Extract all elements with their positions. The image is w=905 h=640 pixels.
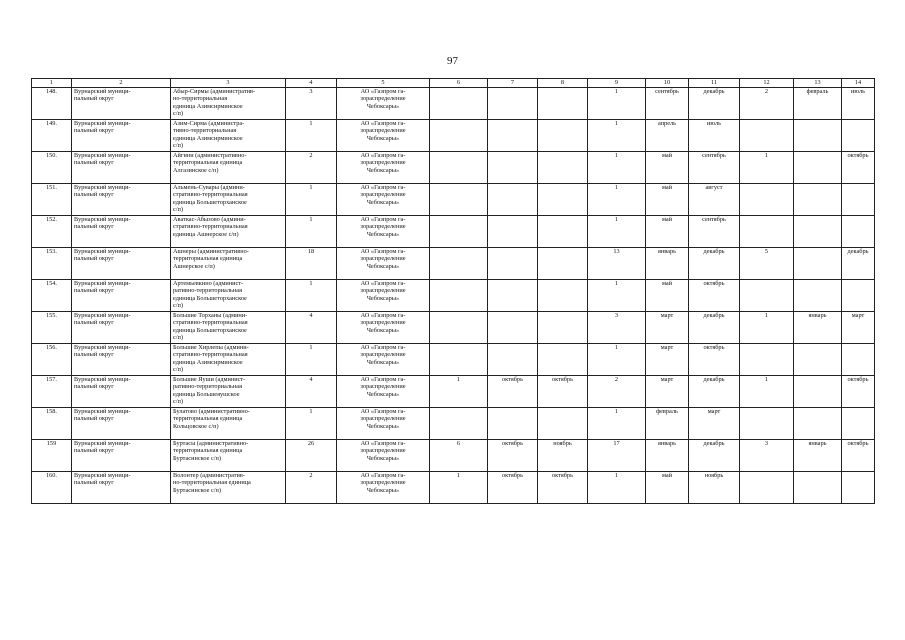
col7-cell xyxy=(488,344,538,376)
settlement-cell: Буртасы (административно- территориальная единица Буртасинское с/п) xyxy=(171,440,286,472)
table-row xyxy=(32,312,875,344)
organization-cell: АО «Газпром га- зораспределение Чебоксары» xyxy=(337,376,430,408)
table-row xyxy=(32,376,875,408)
col11-cell: июль xyxy=(689,120,740,152)
col10-cell: январь xyxy=(646,440,689,472)
col8-cell xyxy=(538,184,588,216)
table-row xyxy=(32,472,875,504)
col10-cell: май xyxy=(646,280,689,312)
settlement-cell: Аваткас-Абызово (админи- стративно-территориальная единица Ашнерское с/п) xyxy=(171,216,286,248)
col7-cell xyxy=(488,152,538,184)
settlement-cell: Абыр-Сирмы (административ- но-территориальная единица Азимсирминское с/п) xyxy=(171,88,286,120)
district-cell: Вурнарский муници- пальный округ xyxy=(72,408,171,440)
col7-cell: октябрь xyxy=(488,472,538,504)
col7-cell xyxy=(488,280,538,312)
row-number: 159 xyxy=(32,440,72,472)
settlement-cell: Волонтер (административ- но-территориальная единица Буртасинское с/п) xyxy=(171,472,286,504)
col12-cell: 5 xyxy=(740,248,794,280)
row-number: 157. xyxy=(32,376,72,408)
col9-cell: 1 xyxy=(588,472,646,504)
col13-cell xyxy=(794,216,842,248)
col8-cell xyxy=(538,120,588,152)
col12-cell: 2 xyxy=(740,88,794,120)
col10-cell: май xyxy=(646,152,689,184)
col7-cell xyxy=(488,120,538,152)
row-number: 151. xyxy=(32,184,72,216)
organization-cell: АО «Газпром га- зораспределение Чебоксары» xyxy=(337,152,430,184)
col8-cell xyxy=(538,344,588,376)
col7-cell: октябрь xyxy=(488,376,538,408)
column-header-6: 6 xyxy=(430,79,488,88)
column-header-13: 13 xyxy=(794,79,842,88)
col11-cell: декабрь xyxy=(689,376,740,408)
row-number: 155. xyxy=(32,312,72,344)
col12-cell: 1 xyxy=(740,312,794,344)
table-row xyxy=(32,184,875,216)
col14-cell: декабрь xyxy=(842,248,875,280)
column-header-1: 1 xyxy=(32,79,72,88)
organization-cell: АО «Газпром га- зораспределение Чебоксары» xyxy=(337,184,430,216)
row-number: 150. xyxy=(32,152,72,184)
settlement-cell: Азим-Сирма (администра- тивно-территориальная единица Азимсирминское с/п) xyxy=(171,120,286,152)
col6-cell xyxy=(430,88,488,120)
column-header-11: 11 xyxy=(689,79,740,88)
col12-cell xyxy=(740,408,794,440)
col11-cell: декабрь xyxy=(689,440,740,472)
col8-cell: октябрь xyxy=(538,376,588,408)
district-cell: Вурнарский муници- пальный округ xyxy=(72,152,171,184)
col12-cell: 3 xyxy=(740,440,794,472)
col7-cell xyxy=(488,312,538,344)
col13-cell xyxy=(794,472,842,504)
column-header-14: 14 xyxy=(842,79,875,88)
page-number: 97 xyxy=(447,55,458,67)
organization-cell: АО «Газпром га- зораспределение Чебоксары» xyxy=(337,440,430,472)
column-header-7: 7 xyxy=(488,79,538,88)
table-row xyxy=(32,152,875,184)
organization-cell: АО «Газпром га- зораспределение Чебоксары» xyxy=(337,280,430,312)
column-header-2: 2 xyxy=(72,79,171,88)
table-row xyxy=(32,216,875,248)
district-cell: Вурнарский муници- пальный округ xyxy=(72,472,171,504)
col9-cell: 3 xyxy=(588,312,646,344)
col9-cell: 17 xyxy=(588,440,646,472)
table-row xyxy=(32,88,875,120)
district-cell: Вурнарский муници- пальный округ xyxy=(72,216,171,248)
total-count-cell: 1 xyxy=(286,280,337,312)
col10-cell: май xyxy=(646,216,689,248)
col11-cell: август xyxy=(689,184,740,216)
col11-cell: ноябрь xyxy=(689,472,740,504)
total-count-cell: 1 xyxy=(286,216,337,248)
col8-cell xyxy=(538,408,588,440)
settlement-cell: Ашнеры (административно- территориальная единица Ашнерское с/п) xyxy=(171,248,286,280)
column-header-5: 5 xyxy=(337,79,430,88)
col9-cell: 2 xyxy=(588,376,646,408)
col9-cell: 1 xyxy=(588,408,646,440)
district-cell: Вурнарский муници- пальный округ xyxy=(72,280,171,312)
col9-cell: 1 xyxy=(588,216,646,248)
total-count-cell: 1 xyxy=(286,344,337,376)
table-row xyxy=(32,440,875,472)
col13-cell xyxy=(794,120,842,152)
col14-cell: октябрь xyxy=(842,152,875,184)
settlement-cell: Большие Хирлепы (админи- стративно-территориальная единица Азимсирминское с/п) xyxy=(171,344,286,376)
col6-cell: 6 xyxy=(430,440,488,472)
col12-cell xyxy=(740,344,794,376)
col14-cell: июль xyxy=(842,88,875,120)
col12-cell: 1 xyxy=(740,376,794,408)
col6-cell xyxy=(430,184,488,216)
table-row xyxy=(32,344,875,376)
col7-cell xyxy=(488,88,538,120)
col8-cell xyxy=(538,280,588,312)
col7-cell xyxy=(488,184,538,216)
col6-cell xyxy=(430,408,488,440)
column-header-4: 4 xyxy=(286,79,337,88)
total-count-cell: 4 xyxy=(286,312,337,344)
col10-cell: март xyxy=(646,376,689,408)
district-cell: Вурнарский муници- пальный округ xyxy=(72,88,171,120)
col10-cell: март xyxy=(646,312,689,344)
organization-cell: АО «Газпром га- зораспределение Чебоксары» xyxy=(337,120,430,152)
col8-cell xyxy=(538,152,588,184)
col13-cell xyxy=(794,344,842,376)
col14-cell xyxy=(842,344,875,376)
col12-cell: 1 xyxy=(740,152,794,184)
col6-cell xyxy=(430,152,488,184)
settlement-cell: Булатово (административно- территориальная единица Кольцовское с/п) xyxy=(171,408,286,440)
col6-cell: 1 xyxy=(430,376,488,408)
col12-cell xyxy=(740,280,794,312)
column-header-12: 12 xyxy=(740,79,794,88)
col6-cell: 1 xyxy=(430,472,488,504)
col13-cell: январь xyxy=(794,312,842,344)
col6-cell xyxy=(430,344,488,376)
settlement-cell: Альмень-Сувары (админи- стративно-территориальная единица Большеторханское с/п) xyxy=(171,184,286,216)
col7-cell xyxy=(488,216,538,248)
col6-cell xyxy=(430,248,488,280)
col14-cell: октябрь xyxy=(842,440,875,472)
col13-cell xyxy=(794,280,842,312)
district-cell: Вурнарский муници- пальный округ xyxy=(72,184,171,216)
col6-cell xyxy=(430,120,488,152)
col12-cell xyxy=(740,120,794,152)
col8-cell: октябрь xyxy=(538,472,588,504)
row-number: 154. xyxy=(32,280,72,312)
col8-cell xyxy=(538,248,588,280)
column-header-10: 10 xyxy=(646,79,689,88)
total-count-cell: 2 xyxy=(286,472,337,504)
row-number: 156. xyxy=(32,344,72,376)
col14-cell: октябрь xyxy=(842,376,875,408)
district-cell: Вурнарский муници- пальный округ xyxy=(72,344,171,376)
col14-cell xyxy=(842,184,875,216)
table-row xyxy=(32,120,875,152)
col13-cell: февраль xyxy=(794,88,842,120)
total-count-cell: 3 xyxy=(286,88,337,120)
col6-cell xyxy=(430,312,488,344)
settlement-cell: Артемьевкино (админист- ративно-территориальная единица Большеторханское с/п) xyxy=(171,280,286,312)
col9-cell: 1 xyxy=(588,280,646,312)
col8-cell: ноябрь xyxy=(538,440,588,472)
total-count-cell: 1 xyxy=(286,184,337,216)
col11-cell: декабрь xyxy=(689,88,740,120)
col10-cell: апрель xyxy=(646,120,689,152)
organization-cell: АО «Газпром га- зораспределение Чебоксары» xyxy=(337,344,430,376)
col11-cell: март xyxy=(689,408,740,440)
col10-cell: март xyxy=(646,344,689,376)
col11-cell: октябрь xyxy=(689,344,740,376)
col13-cell xyxy=(794,376,842,408)
column-header-3: 3 xyxy=(171,79,286,88)
row-number: 153. xyxy=(32,248,72,280)
col7-cell xyxy=(488,248,538,280)
table-row xyxy=(32,408,875,440)
total-count-cell: 26 xyxy=(286,440,337,472)
col9-cell: 1 xyxy=(588,344,646,376)
col13-cell xyxy=(794,248,842,280)
settlement-cell: Айгини (административно- территориальная единица Алгазинское с/п) xyxy=(171,152,286,184)
organization-cell: АО «Газпром га- зораспределение Чебоксары» xyxy=(337,216,430,248)
column-number-header xyxy=(32,79,875,88)
col10-cell: сентябрь xyxy=(646,88,689,120)
organization-cell: АО «Газпром га- зораспределение Чебоксары» xyxy=(337,408,430,440)
col7-cell xyxy=(488,408,538,440)
column-header-8: 8 xyxy=(538,79,588,88)
row-number: 160. xyxy=(32,472,72,504)
col10-cell: май xyxy=(646,184,689,216)
row-number: 158. xyxy=(32,408,72,440)
row-number: 152. xyxy=(32,216,72,248)
col9-cell: 1 xyxy=(588,152,646,184)
col8-cell xyxy=(538,216,588,248)
col9-cell: 1 xyxy=(588,184,646,216)
table-body xyxy=(32,88,875,504)
district-cell: Вурнарский муници- пальный округ xyxy=(72,120,171,152)
col10-cell: январь xyxy=(646,248,689,280)
gasification-schedule-table xyxy=(31,78,875,504)
district-cell: Вурнарский муници- пальный округ xyxy=(72,376,171,408)
district-cell: Вурнарский муници- пальный округ xyxy=(72,312,171,344)
organization-cell: АО «Газпром га- зораспределение Чебоксары» xyxy=(337,248,430,280)
col12-cell xyxy=(740,216,794,248)
organization-cell: АО «Газпром га- зораспределение Чебоксары» xyxy=(337,472,430,504)
settlement-cell: Большие Яуши (админист- ративно-территориальная единица Большеяушское с/п) xyxy=(171,376,286,408)
col11-cell: декабрь xyxy=(689,248,740,280)
total-count-cell: 2 xyxy=(286,152,337,184)
col6-cell xyxy=(430,280,488,312)
col9-cell: 13 xyxy=(588,248,646,280)
total-count-cell: 18 xyxy=(286,248,337,280)
total-count-cell: 1 xyxy=(286,408,337,440)
organization-cell: АО «Газпром га- зораспределение Чебоксары» xyxy=(337,312,430,344)
column-header-9: 9 xyxy=(588,79,646,88)
col13-cell xyxy=(794,408,842,440)
col6-cell xyxy=(430,216,488,248)
col14-cell: март xyxy=(842,312,875,344)
col11-cell: октябрь xyxy=(689,280,740,312)
col8-cell xyxy=(538,312,588,344)
col11-cell: сентябрь xyxy=(689,152,740,184)
table-row xyxy=(32,280,875,312)
row-number: 148. xyxy=(32,88,72,120)
total-count-cell: 4 xyxy=(286,376,337,408)
col14-cell xyxy=(842,472,875,504)
col9-cell: 1 xyxy=(588,88,646,120)
organization-cell: АО «Газпром га- зораспределение Чебоксары» xyxy=(337,88,430,120)
district-cell: Вурнарский муници- пальный округ xyxy=(72,440,171,472)
col14-cell xyxy=(842,280,875,312)
col14-cell xyxy=(842,408,875,440)
col13-cell: январь xyxy=(794,440,842,472)
col13-cell xyxy=(794,152,842,184)
total-count-cell: 1 xyxy=(286,120,337,152)
col12-cell xyxy=(740,184,794,216)
col11-cell: декабрь xyxy=(689,312,740,344)
col14-cell xyxy=(842,216,875,248)
col11-cell: сентябрь xyxy=(689,216,740,248)
col8-cell xyxy=(538,88,588,120)
col13-cell xyxy=(794,184,842,216)
col10-cell: февраль xyxy=(646,408,689,440)
settlement-cell: Большие Торханы (админи- стративно-территориальная единица Большеторханское с/п) xyxy=(171,312,286,344)
district-cell: Вурнарский муници- пальный округ xyxy=(72,248,171,280)
table-row xyxy=(32,248,875,280)
col12-cell xyxy=(740,472,794,504)
col10-cell: май xyxy=(646,472,689,504)
col14-cell xyxy=(842,120,875,152)
col9-cell: 1 xyxy=(588,120,646,152)
col7-cell: октябрь xyxy=(488,440,538,472)
row-number: 149. xyxy=(32,120,72,152)
